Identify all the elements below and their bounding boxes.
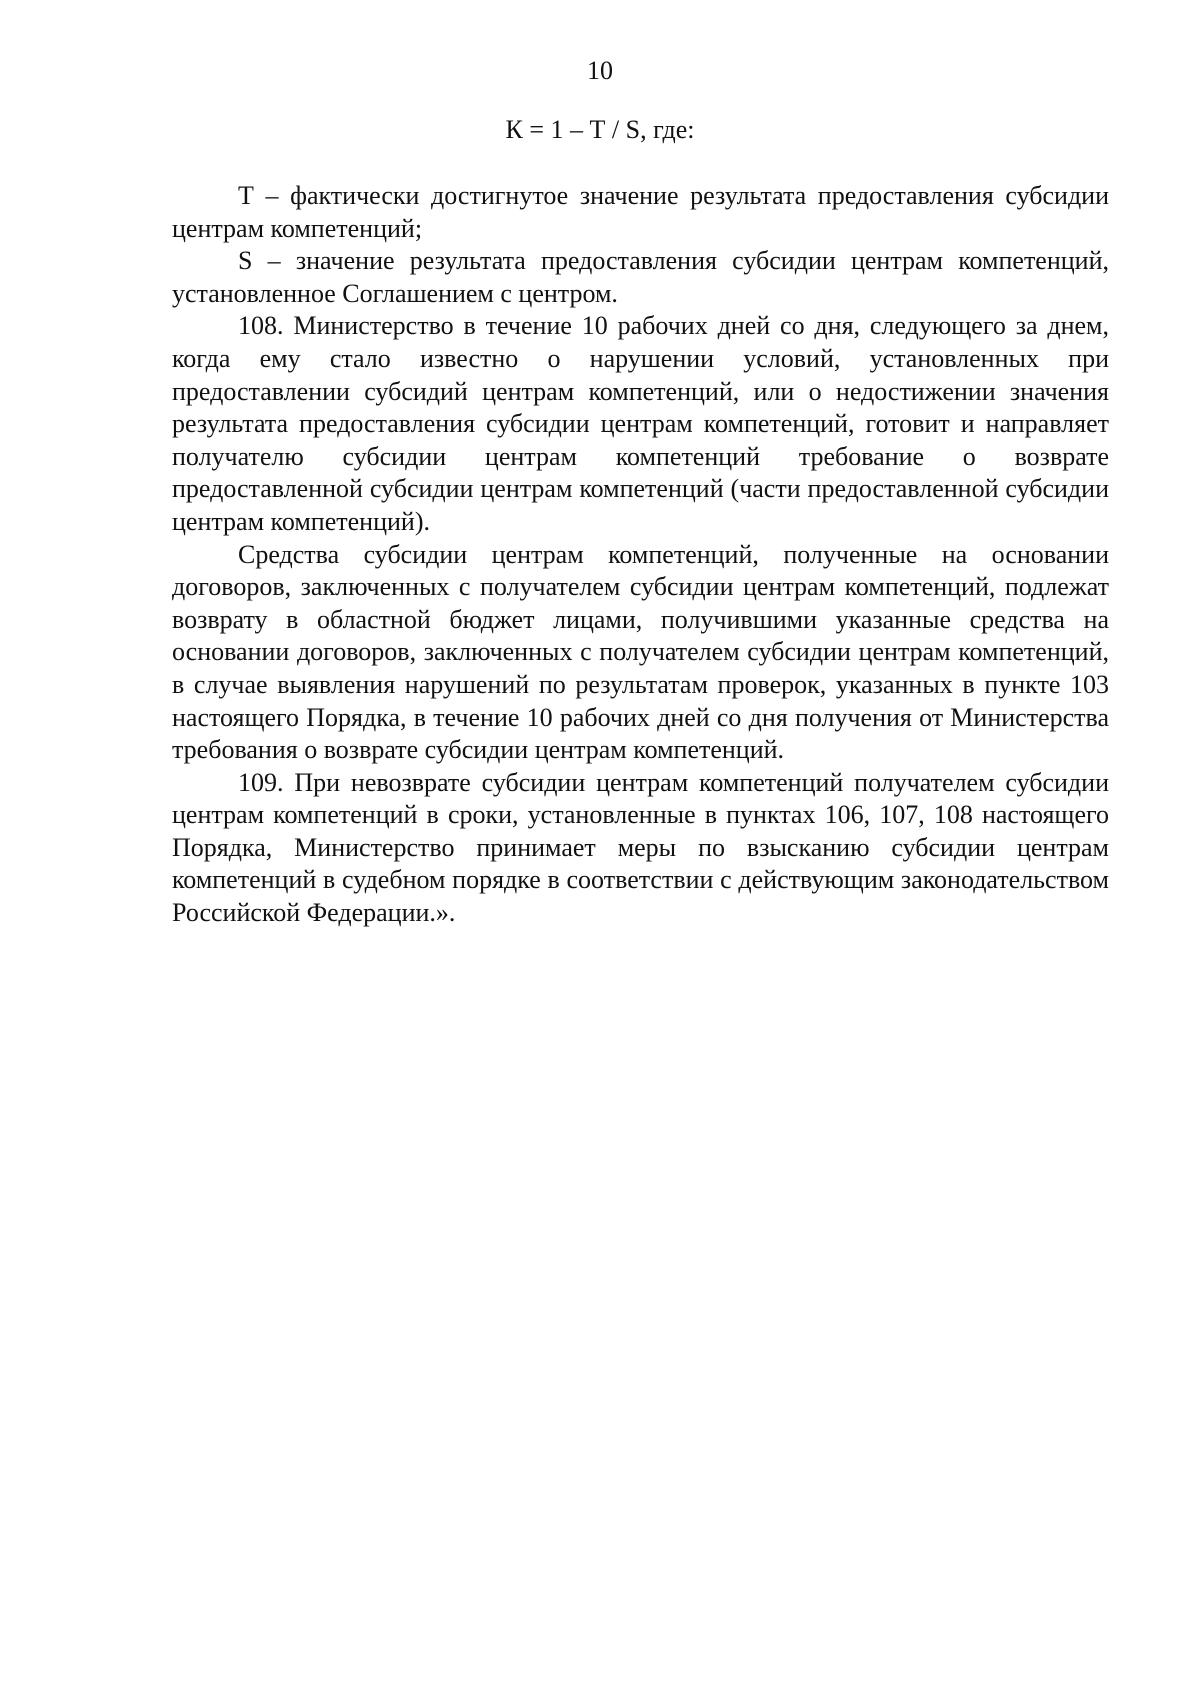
formula: К = 1 – Т / S, где: xyxy=(505,115,695,144)
page-number: 10 xyxy=(587,56,613,85)
paragraph-109: 109. При невозврате субсидии центрам компетенций получателем субсидии центрам компетенций в сроки, установленные в пунктах 106, 107, 108 настоящего Порядка, Министерство принимает меры по взысканию субсидии центрам компетенций в судебном порядке в соответствии с действующим законодательством Российской Федерации.». xyxy=(172,767,1109,928)
paragraph-definition-s: S – значение результата предоставления субсидии центрам компетенций, установленное Соглашением с центром. xyxy=(172,246,1109,308)
paragraph-definition-t: Т – фактически достигнутое значение результата предоставления субсидии центрам компетенций; xyxy=(172,181,1109,243)
document-body xyxy=(172,180,1109,930)
paragraph-funds-return: Средства субсидии центрам компетенций, полученные на основании договоров, заключенных с получателем субсидии центрам компетенций, подлежат возврату в областной бюджет лицами, получившими указанные средства на основании договоров, заключенных с получателем субсидии центрам компетенций, в случае выявления нарушений по результатам проверок, указанных в пункте 103 настоящего Порядка, в течение 10 рабочих дней со дня получения от Министерства требования о возврате субсидии центрам компетенций. xyxy=(172,539,1109,765)
paragraph-108: 108. Министерство в течение 10 рабочих дней со дня, следующего за днем, когда ему стало известно о нарушении условий, установленных при предоставлении субсидий центрам компетенций, или о недостижении значения результата предоставления субсидии центрам компетенций, готовит и направляет получателю субсидии центрам компетенций требование о возврате предоставленной субсидии центрам компетенций (части предоставленной субсидии центрам компетенций). xyxy=(172,311,1109,536)
